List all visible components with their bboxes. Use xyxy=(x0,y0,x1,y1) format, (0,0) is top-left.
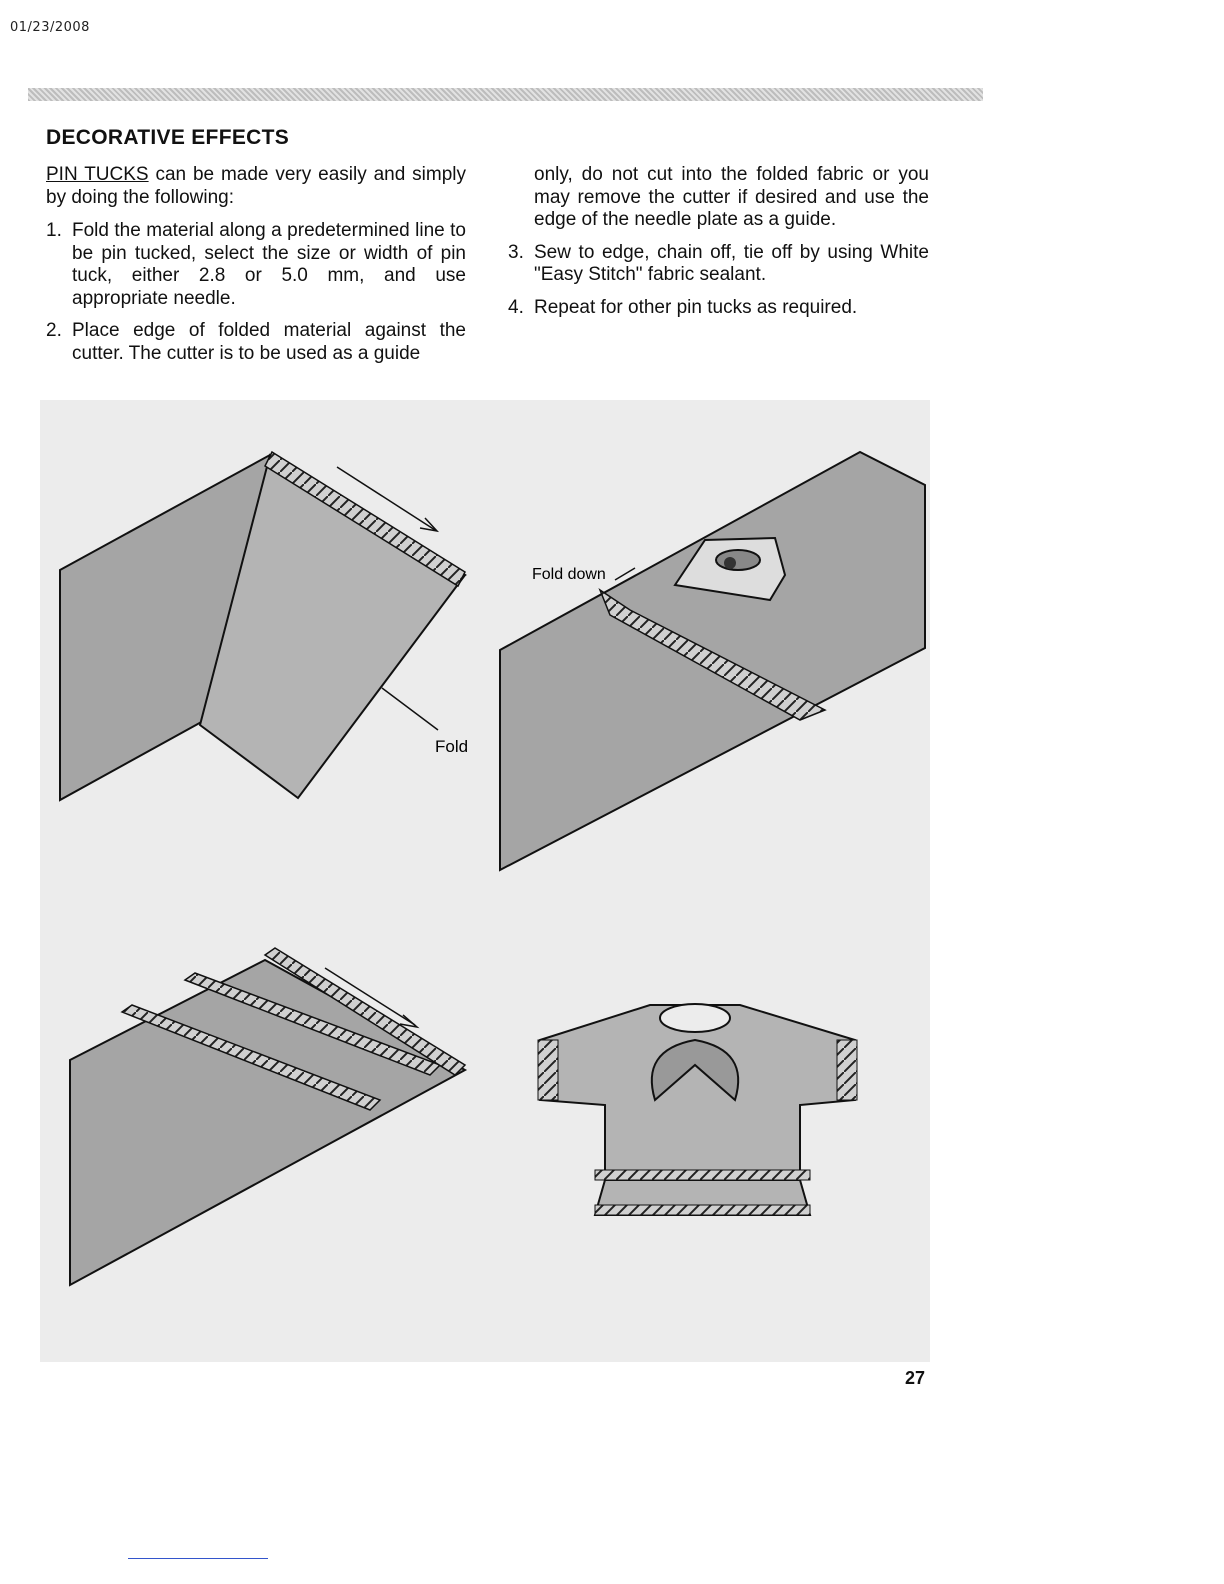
step-4 xyxy=(508,297,929,320)
step-number: 3. xyxy=(508,241,524,263)
intro-paragraph xyxy=(46,164,466,209)
step-2-continued: only, do not cut into the folded fabric or you may remove the cutter if desired and use the edge of the needle plate as a guide. xyxy=(534,164,929,230)
footer-link-line xyxy=(128,1558,268,1559)
pin-tuck-illustrations xyxy=(40,400,930,1362)
fold-label: Fold xyxy=(435,737,469,756)
document-date: 01/23/2008 xyxy=(10,20,90,35)
section-title: DECORATIVE EFFECTS xyxy=(46,126,290,149)
step-text: Repeat for other pin tucks as required. xyxy=(534,296,858,318)
step-number: 4. xyxy=(508,296,524,318)
fold-down-label: Fold down xyxy=(532,566,606,583)
step-text: Sew to edge, chain off, tie off by using White "Easy Stitch" fabric sealant. xyxy=(534,241,929,285)
right-column xyxy=(508,164,929,329)
step-text: Fold the material along a predetermined line to be pin tucked, select the size or width of pin tuck, either 2.8 or 5.0 mm, and use appropriate needle. xyxy=(72,220,466,309)
step-number: 2. xyxy=(46,320,62,341)
step-text: Place edge of folded material against the cutter. The cutter is to be used as a guide xyxy=(72,320,466,364)
pin-tucks-term: PIN TUCKS xyxy=(46,164,149,185)
left-column xyxy=(46,164,466,375)
step-number: 1. xyxy=(46,220,62,241)
hem-tuck xyxy=(595,1170,810,1180)
step-3 xyxy=(508,242,929,287)
page-number: 27 xyxy=(905,1368,926,1388)
header-divider xyxy=(28,88,983,101)
step-2 xyxy=(46,320,466,365)
step-1 xyxy=(46,220,466,310)
hem-tuck xyxy=(595,1205,810,1215)
intro-text: can be made very easily and simply by doing the following: xyxy=(46,164,466,208)
